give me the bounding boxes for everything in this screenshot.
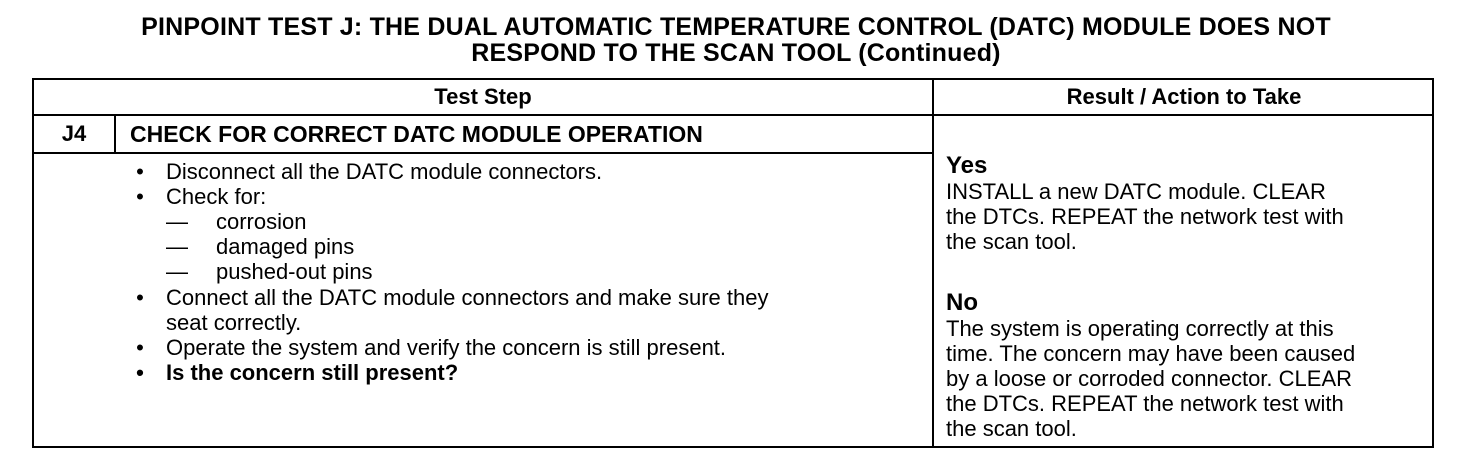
result-no-line: the scan tool. [946, 416, 1077, 441]
result-no-line: the DTCs. REPEAT the network test with [946, 391, 1344, 416]
bullet-icon: • [136, 335, 144, 360]
header-test-step: Test Step [434, 84, 532, 109]
instruction-text: Operate the system and verify the concern is still present. [166, 335, 727, 360]
sub-item-text: pushed-out pins [216, 259, 373, 284]
title-line-1: PINPOINT TEST J: THE DUAL AUTOMATIC TEMPERATURE CONTROL (DATC) MODULE DOES NOT [141, 13, 1331, 41]
instruction-text: Disconnect all the DATC module connectors. [166, 159, 603, 184]
bullet-icon: • [136, 159, 144, 184]
dash-icon: — [166, 259, 188, 284]
result-yes [946, 153, 1432, 254]
dash-icon: — [166, 234, 188, 259]
title-line-2: RESPOND TO THE SCAN TOOL (Continued) [471, 39, 1001, 67]
instruction-text: seat correctly. [166, 310, 302, 335]
result-no-line: time. The concern may have been caused [946, 341, 1356, 366]
bullet-icon: • [136, 184, 144, 209]
result-no-heading: No [946, 289, 978, 316]
sub-item-text: corrosion [216, 209, 307, 234]
result-no-line: by a loose or corroded connector. CLEAR [946, 366, 1353, 391]
header-result-action: Result / Action to Take [1066, 84, 1302, 109]
sub-item-text: damaged pins [216, 234, 355, 259]
bullet-icon: • [136, 285, 144, 310]
instruction-text: Connect all the DATC module connectors and make sure they [166, 285, 769, 310]
instruction-text: Check for: [166, 184, 267, 209]
table-header-row [34, 80, 1432, 116]
result-yes-line: the DTCs. REPEAT the network test with [946, 204, 1344, 229]
result-no-line: The system is operating correctly at this [946, 316, 1334, 341]
bullet-icon: • [136, 360, 144, 385]
dash-icon: — [166, 209, 188, 234]
result-yes-line: INSTALL a new DATC module. CLEAR [946, 179, 1326, 204]
step-id: J4 [34, 116, 116, 152]
result-no [946, 290, 1432, 441]
step-title-row [34, 116, 932, 154]
result-yes-heading: Yes [946, 152, 988, 179]
question-text: Is the concern still present? [166, 360, 459, 385]
result-yes-line: the scan tool. [946, 229, 1077, 254]
pinpoint-test-table [32, 78, 1434, 448]
page-title [0, 14, 1472, 66]
step-title: CHECK FOR CORRECT DATC MODULE OPERATION [130, 121, 703, 147]
column-divider [932, 80, 934, 446]
